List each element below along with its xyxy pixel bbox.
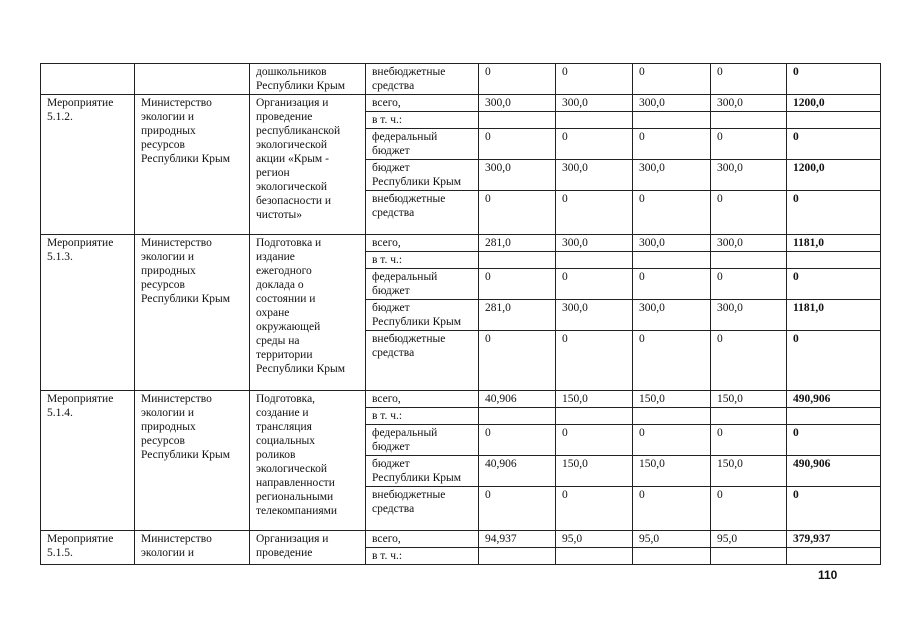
value-cell: 0	[633, 425, 711, 456]
total-cell: 379,937	[787, 531, 881, 548]
funding-source-cell: бюджет Республики Крым	[366, 160, 479, 191]
activity-id-cell: Мероприятие 5.1.5.	[41, 531, 135, 565]
funding-source-cell: внебюджетные средства	[366, 487, 479, 531]
value-cell	[711, 548, 787, 565]
funding-source-cell: федеральный бюджет	[366, 425, 479, 456]
program-activities-table	[40, 63, 881, 565]
description-cell: Подготовка и издание ежегодного доклада о состоянии и охране окружающей среды на территории Республики Крым	[250, 235, 366, 391]
value-cell: 0	[479, 425, 556, 456]
value-cell: 0	[711, 487, 787, 531]
value-cell: 95,0	[556, 531, 633, 548]
value-cell: 0	[556, 331, 633, 391]
table-row	[41, 64, 881, 95]
activity-id-cell: Мероприятие 5.1.4.	[41, 391, 135, 531]
value-cell: 0	[556, 129, 633, 160]
table-row	[41, 531, 881, 548]
value-cell: 281,0	[479, 300, 556, 331]
activity-id-cell: Мероприятие 5.1.2.	[41, 95, 135, 235]
funding-source-cell: всего,	[366, 95, 479, 112]
funding-source-cell: в т. ч.:	[366, 548, 479, 565]
total-cell: 0	[787, 487, 881, 531]
total-cell: 1200,0	[787, 160, 881, 191]
value-cell: 0	[556, 425, 633, 456]
value-cell: 150,0	[711, 391, 787, 408]
value-cell: 150,0	[711, 456, 787, 487]
value-cell	[633, 548, 711, 565]
table-body	[41, 64, 881, 565]
value-cell: 300,0	[556, 160, 633, 191]
total-cell: 1181,0	[787, 235, 881, 252]
total-cell: 0	[787, 269, 881, 300]
executor-cell: Министерство экологии и природных ресурсов Республики Крым	[135, 95, 250, 235]
funding-source-cell: внебюджетные средства	[366, 191, 479, 235]
value-cell: 281,0	[479, 235, 556, 252]
total-cell: 490,906	[787, 456, 881, 487]
table-row	[41, 235, 881, 252]
value-cell: 95,0	[711, 531, 787, 548]
value-cell: 300,0	[556, 235, 633, 252]
value-cell: 150,0	[556, 456, 633, 487]
value-cell: 0	[711, 191, 787, 235]
funding-source-cell: федеральный бюджет	[366, 269, 479, 300]
value-cell	[479, 548, 556, 565]
total-cell	[787, 408, 881, 425]
total-cell: 490,906	[787, 391, 881, 408]
activity-id-cell: Мероприятие 5.1.3.	[41, 235, 135, 391]
funding-source-cell: в т. ч.:	[366, 252, 479, 269]
value-cell	[556, 548, 633, 565]
value-cell: 0	[711, 331, 787, 391]
executor-cell: Министерство экологии и природных ресурсов Республики Крым	[135, 235, 250, 391]
value-cell: 300,0	[633, 160, 711, 191]
value-cell: 0	[479, 191, 556, 235]
value-cell	[711, 252, 787, 269]
description-cell: дошкольников Республики Крым	[250, 64, 366, 95]
description-cell: Подготовка, создание и трансляция социальных роликов экологической направленности региональными телекомпаниями	[250, 391, 366, 531]
value-cell: 0	[633, 331, 711, 391]
value-cell	[711, 112, 787, 129]
funding-source-cell: бюджет Республики Крым	[366, 300, 479, 331]
value-cell	[633, 252, 711, 269]
value-cell: 0	[479, 64, 556, 95]
total-cell: 0	[787, 425, 881, 456]
value-cell: 150,0	[633, 456, 711, 487]
value-cell	[556, 252, 633, 269]
table-row	[41, 391, 881, 408]
value-cell: 300,0	[633, 95, 711, 112]
value-cell: 300,0	[711, 300, 787, 331]
funding-source-cell: федеральный бюджет	[366, 129, 479, 160]
value-cell: 300,0	[633, 235, 711, 252]
value-cell: 94,937	[479, 531, 556, 548]
value-cell: 0	[633, 487, 711, 531]
value-cell: 0	[556, 191, 633, 235]
value-cell: 0	[711, 129, 787, 160]
value-cell: 0	[711, 269, 787, 300]
total-cell: 0	[787, 64, 881, 95]
executor-cell: Министерство экологии и	[135, 531, 250, 565]
value-cell: 0	[556, 487, 633, 531]
total-cell	[787, 112, 881, 129]
value-cell: 0	[633, 64, 711, 95]
table-row	[41, 95, 881, 112]
value-cell: 300,0	[633, 300, 711, 331]
value-cell: 0	[479, 331, 556, 391]
total-cell: 0	[787, 129, 881, 160]
value-cell	[633, 408, 711, 425]
value-cell: 0	[479, 129, 556, 160]
funding-source-cell: всего,	[366, 391, 479, 408]
total-cell: 0	[787, 191, 881, 235]
value-cell: 150,0	[556, 391, 633, 408]
value-cell: 300,0	[556, 300, 633, 331]
total-cell: 1181,0	[787, 300, 881, 331]
total-cell: 1200,0	[787, 95, 881, 112]
description-cell: Организация и проведение республиканской экологической акции «Крым - регион экологической безопасности и чистоты»	[250, 95, 366, 235]
page-number: 110	[818, 568, 838, 582]
funding-source-cell: всего,	[366, 235, 479, 252]
funding-source-cell: бюджет Республики Крым	[366, 456, 479, 487]
value-cell: 40,906	[479, 391, 556, 408]
value-cell	[479, 112, 556, 129]
value-cell	[556, 408, 633, 425]
value-cell: 0	[711, 425, 787, 456]
value-cell: 300,0	[479, 160, 556, 191]
description-cell: Организация и проведение	[250, 531, 366, 565]
value-cell: 0	[479, 269, 556, 300]
value-cell: 300,0	[711, 95, 787, 112]
value-cell	[556, 112, 633, 129]
total-cell: 0	[787, 331, 881, 391]
total-cell	[787, 252, 881, 269]
funding-source-cell: внебюджетные средства	[366, 64, 479, 95]
funding-source-cell: в т. ч.:	[366, 408, 479, 425]
funding-source-cell: всего,	[366, 531, 479, 548]
executor-cell	[135, 64, 250, 95]
value-cell: 300,0	[711, 160, 787, 191]
value-cell	[479, 408, 556, 425]
value-cell: 0	[556, 64, 633, 95]
value-cell	[633, 112, 711, 129]
total-cell	[787, 548, 881, 565]
value-cell: 150,0	[633, 391, 711, 408]
value-cell: 95,0	[633, 531, 711, 548]
funding-source-cell: в т. ч.:	[366, 112, 479, 129]
value-cell: 300,0	[479, 95, 556, 112]
value-cell: 0	[479, 487, 556, 531]
value-cell: 0	[633, 129, 711, 160]
funding-source-cell: внебюджетные средства	[366, 331, 479, 391]
value-cell: 300,0	[556, 95, 633, 112]
value-cell	[711, 408, 787, 425]
activity-id-cell	[41, 64, 135, 95]
value-cell: 40,906	[479, 456, 556, 487]
value-cell: 0	[633, 191, 711, 235]
value-cell: 0	[633, 269, 711, 300]
value-cell: 0	[556, 269, 633, 300]
executor-cell: Министерство экологии и природных ресурсов Республики Крым	[135, 391, 250, 531]
value-cell: 300,0	[711, 235, 787, 252]
value-cell	[479, 252, 556, 269]
value-cell: 0	[711, 64, 787, 95]
